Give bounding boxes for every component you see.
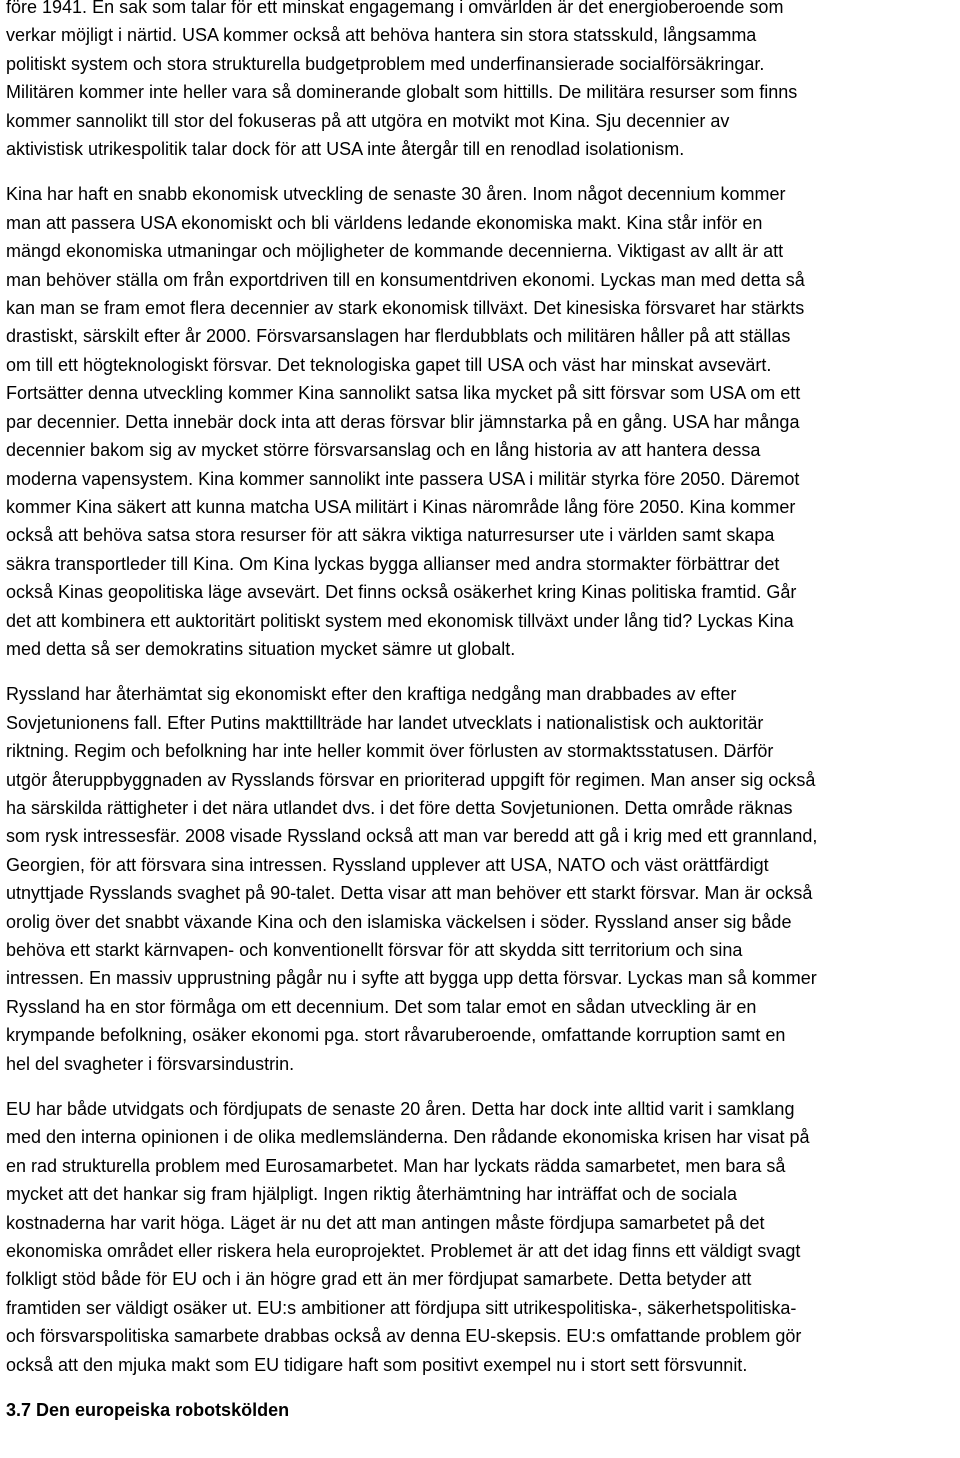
text-line: ekonomiska området eller riskera hela europrojektet. Problemet är att det idag finns ett väldigt svagt [6, 1241, 801, 1262]
text-line: intressen. En massiv upprustning pågår nu i syfte att bygga upp detta försvar. Lyckas man så kommer [6, 968, 817, 989]
text-line: och försvarspolitiska samarbete drabbas också av denna EU-skepsis. EU:s omfattande problem gör [6, 1326, 802, 1347]
text-line: Ryssland ha en stor förmåga om ett decennium. Det som talar emot en sådan utveckling är en [6, 996, 757, 1017]
text-line: Militären kommer inte heller vara så dominerande globalt som hittills. De militära resurser som finns [6, 82, 798, 103]
text-line: som rysk intressesfär. 2008 visade Ryssland också att man var beredd att gå i krig med ett grannland, [6, 826, 818, 847]
text-line: verkar möjligt i närtid. USA kommer också att behöva hantera sin stora statsskuld, långsamma [6, 25, 757, 46]
text-line: en rad strukturella problem med Eurosamarbetet. Man har lyckats rädda samarbetet, men bara så [6, 1155, 786, 1176]
text-line: kostnaderna har varit höga. Läget är nu det att man antingen måste fördjupa samarbetet på det [6, 1212, 765, 1233]
text-line: också Kinas geopolitiska läge avsevärt. Det finns också osäkerhet kring Kinas politiska framtid. Går [6, 582, 797, 603]
text-line: mycket att det hankar sig fram hjälpligt. Ingen riktig återhämtning har inträffat och de sociala [6, 1184, 738, 1205]
document-page [6, 0, 956, 1425]
text-line: folkligt stöd både för EU och i än högre grad ett än mer fördjupat samarbete. Detta betyder att [6, 1269, 752, 1290]
text-line: politiskt system och stora strukturella budgetproblem med underfinansierade socialförsäkringar. [6, 53, 765, 74]
section-heading: 3.7 Den europeiska robotskölden [6, 1400, 290, 1421]
text-line: aktivistisk utrikespolitik talar dock för att USA inte återgår till en renodlad isolationism. [6, 139, 685, 160]
paragraph-ryssland [6, 680, 956, 1078]
text-line: Kina har haft en snabb ekonomisk utveckling de senaste 30 åren. Inom något decennium kommer [6, 184, 786, 205]
text-line: EU har både utvidgats och fördjupats de senaste 20 åren. Detta har dock inte alltid varit i samklang [6, 1099, 795, 1120]
text-line: man behöver ställa om från exportdriven till en konsumentdriven ekonomi. Lyckas man med detta så [6, 269, 805, 290]
paragraph-eu [6, 1095, 956, 1379]
text-line: utnyttjade Rysslands svaghet på 90-talet. Detta visar att man behöver ett starkt försvar. Man är också [6, 883, 813, 904]
text-line: utgör återuppbyggnaden av Rysslands försvar en prioriterad uppgift för regimen. Man anser sig också [6, 769, 816, 790]
text-line: med den interna opinionen i de olika medlemsländerna. Den rådande ekonomiska krisen har visat på [6, 1127, 810, 1148]
text-line: Fortsätter denna utveckling kommer Kina sannolikt satsa lika mycket på sitt försvar som USA om ett [6, 383, 801, 404]
text-line: kommer Kina säkert att kunna matcha USA militärt i Kinas närområde lång före 2050. Kina kommer [6, 496, 796, 517]
text-line: Georgien, för att försvara sina intressen. Ryssland upplever att USA, NATO och väst orättfärdigt [6, 854, 769, 875]
text-line: ha särskilda rättigheter i det nära utlandet dvs. i det före detta Sovjetunionen. Detta område räknas [6, 797, 793, 818]
paragraph-usa [6, 0, 956, 163]
text-line: Ryssland har återhämtat sig ekonomiskt efter den kraftiga nedgång man drabbades av efter [6, 684, 737, 705]
text-line: decennier bakom sig av mycket större försvarsanslag och en lång historia av att hantera dessa [6, 440, 761, 461]
text-line: mängd ekonomiska utmaningar och möjligheter de kommande decennierna. Viktigast av allt är att [6, 241, 784, 262]
text-line: om till ett högteknologiskt försvar. Det teknologiska gapet till USA och väst har minskat avsevärt. [6, 354, 772, 375]
text-line: med detta så ser demokratins situation mycket sämre ut globalt. [6, 638, 516, 659]
text-line: man att passera USA ekonomiskt och bli världens ledande ekonomiska makt. Kina står inför en [6, 212, 763, 233]
text-line: före 1941. En sak som talar för ett minskat engagemang i omvärlden är det energioberoende som [6, 0, 784, 17]
text-line: par decennier. Detta innebär dock inta att deras försvar blir jämnstarka på en gång. USA har många [6, 411, 800, 432]
text-line: säkra transportleder till Kina. Om Kina lyckas bygga allianser med andra stormakter förbättrar det [6, 553, 780, 574]
text-line: kan man se fram emot flera decennier av stark ekonomisk tillväxt. Det kinesiska försvaret har stärkts [6, 298, 805, 319]
text-line: Sovjetunionens fall. Efter Putins makttillträde har landet utvecklats i nationalistisk och auktoritär [6, 712, 764, 733]
text-line: kommer sannolikt till stor del fokuseras på att utgöra en motvikt mot Kina. Sju decennier av [6, 110, 730, 131]
text-line: också att den mjuka makt som EU tidigare haft som positivt exempel nu i stort sett försvunnit. [6, 1354, 748, 1375]
text-line: det att kombinera ett auktoritärt politiskt system med ekonomisk tillväxt under lång tid? Lyckas Kina [6, 610, 794, 631]
text-line: också att behöva satsa stora resurser för att säkra viktiga naturresurser ute i världen samt skapa [6, 525, 775, 546]
text-line: riktning. Regim och befolkning har inte heller kommit över förlusten av stormaktsstatusen. Därför [6, 741, 774, 762]
text-line: moderna vapensystem. Kina kommer sannolikt inte passera USA i militär styrka före 2050. Däremot [6, 468, 800, 489]
paragraph-kina [6, 180, 956, 663]
text-line: krympande befolkning, osäker ekonomi pga. stort råvaruberoende, omfattande korruption samt en [6, 1025, 786, 1046]
text-line: orolig över det snabbt växande Kina och den islamiska väckelsen i söder. Ryssland anser sig både [6, 911, 792, 932]
text-line: hel del svagheter i försvarsindustrin. [6, 1053, 295, 1074]
text-line: drastiskt, särskilt efter år 2000. Försvarsanslagen har flerdubblats och militären håller på att ställas [6, 326, 791, 347]
text-line: behöva ett starkt kärnvapen- och konventionellt försvar för att skydda sitt territorium och sina [6, 940, 743, 960]
text-line: framtiden ser väldigt osäker ut. EU:s ambitioner att fördjupa sitt utrikespolitiska-, säkerhetspolitiska- [6, 1297, 797, 1318]
